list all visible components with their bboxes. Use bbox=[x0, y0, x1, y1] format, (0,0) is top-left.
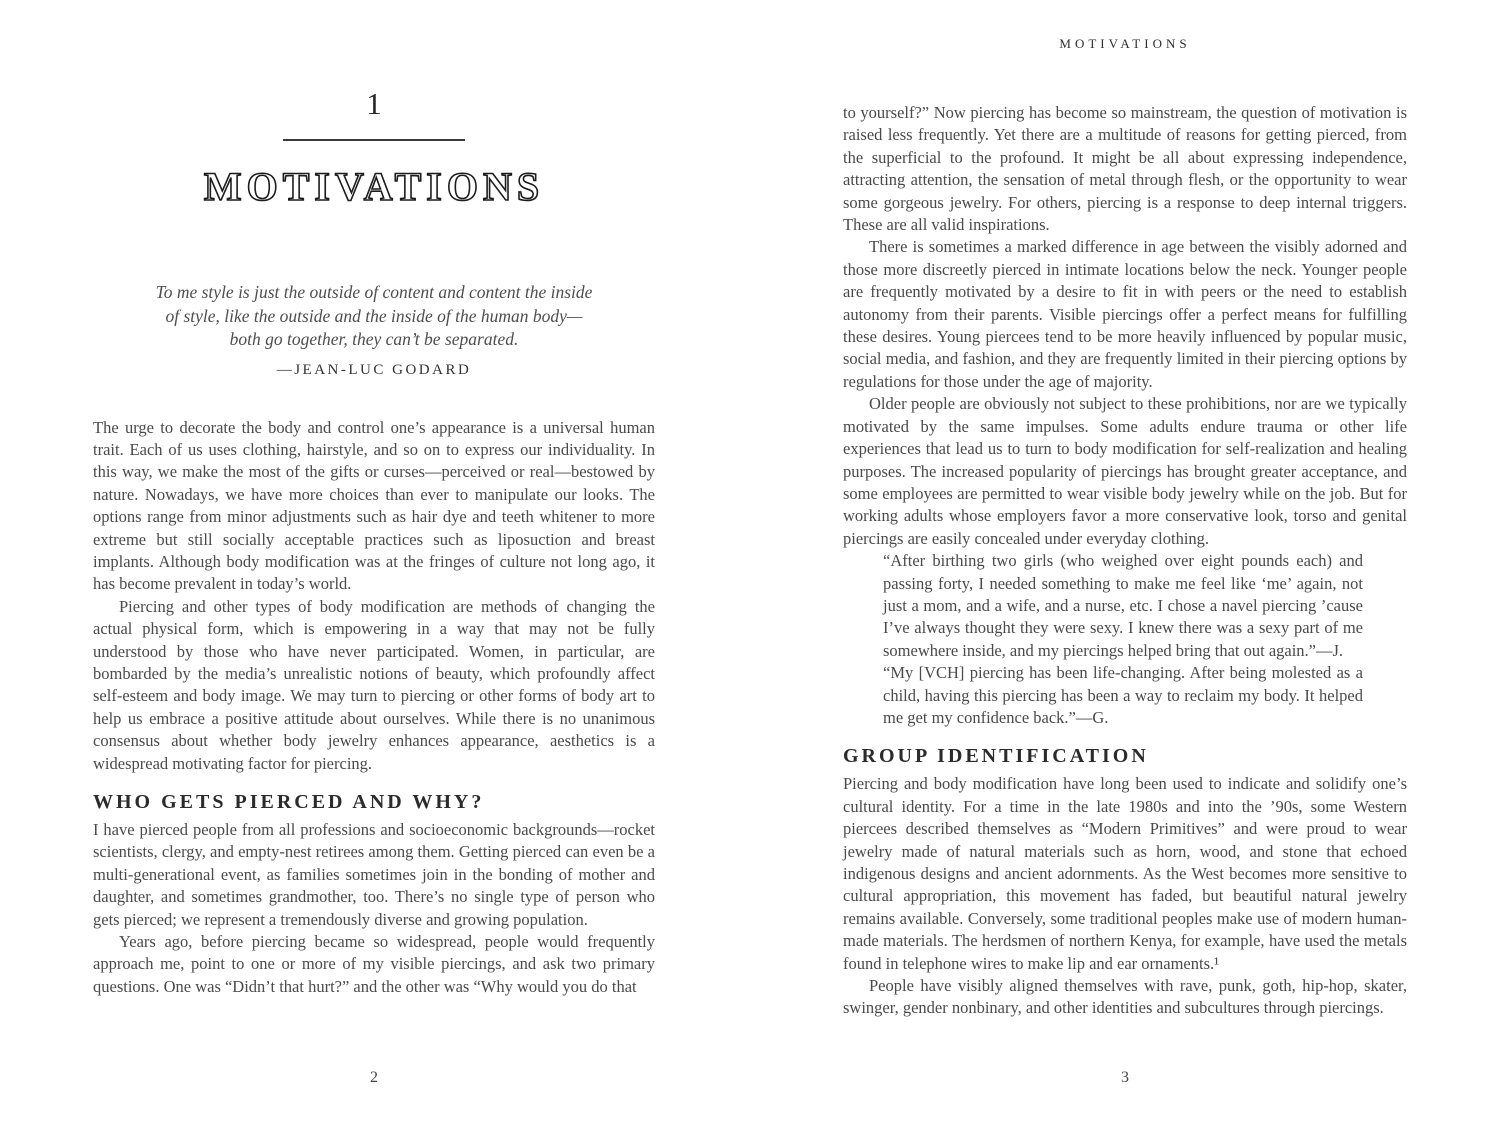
body-paragraph: Older people are obviously not subject to these prohibitions, nor are we typically motivated by the same impulses. Some adults endure trauma or other life experiences that lead us to turn to body modification for self-realization and healing purposes. The increased popularity of piercings has brought greater acceptance, and some employees are permitted to wear visible body jewelry while on the job. But for working adults whose employers favor a more conservative look, torso and genital piercings are easily concealed under everyday clothing. bbox=[843, 394, 1407, 548]
body-paragraph: Piercing and other types of body modification are methods of changing the actual physical form, which is empowering in a way that may not be fully understood by those who have never participated. Women, in particular, are bombarded by the media’s unrealistic notions of beauty, which profoundly affect self-esteem and body image. We may turn to piercing or other forms of body art to help us embrace a positive attitude about ourselves. While there is no unanimous consensus about whether body jewelry enhances appearance, aesthetics is a widespread motivating factor for piercing. bbox=[93, 596, 655, 773]
testimonial-quote: “After birthing two girls (who weighed over eight pounds each) and passing forty, I needed something to make me feel like ‘me’ again, not just a mom, and a wife, and a nurse, etc. I chose a navel piercing ’cause I’ve always thought they were sexy. I knew there was a sexy part of me somewhere inside, and my piercings helped bring that out again.”—J. bbox=[883, 551, 1363, 660]
page-number-left: 2 bbox=[370, 1069, 378, 1086]
page-right bbox=[843, 0, 1407, 1125]
epigraph bbox=[154, 281, 594, 379]
testimonial-quote: “My [VCH] piercing has been life-changing. After being molested as a child, having this piercing has been a way to reclaim my body. It helped me get my confidence back.”—G. bbox=[883, 663, 1363, 727]
page-number-right: 3 bbox=[1121, 1069, 1129, 1086]
page-left bbox=[93, 0, 655, 1125]
body-paragraph: Years ago, before piercing became so widespread, people would frequently approach me, point to one or more of my visible piercings, and ask two primary questions. One was “Didn’t that hurt?” and the other was “Why would you do that bbox=[93, 932, 655, 996]
body-paragraph: to yourself?” Now piercing has become so mainstream, the question of motivation is raised less frequently. Yet there are a multitude of reasons for getting pierced, from the superficial to the profound. It might be all about expressing independence, attracting attention, the sensation of metal through flesh, or the opportunity to wear some gorgeous jewelry. For others, piercing is a response to deep internal triggers. These are all valid inspirations. bbox=[843, 103, 1407, 235]
chapter-number: 1 bbox=[366, 86, 382, 121]
body-paragraph: Piercing and body modification have long been used to indicate and solidify one’s cultural identity. For a time in the late 1980s and into the ’90s, some Western piercees described themselves as “Modern Primitives” and were proud to wear jewelry made of natural materials such as horn, wood, and stone that echoed indigenous designs and ancient adornments. As the West becomes more sensitive to cultural appropriation, this movement has faded, but beautiful natural jewelry remains available. Conversely, some traditional peoples make use of modern human-made materials. The herdsmen of northern Kenya, for example, have used the metals found in telephone wires to make lip and ear ornaments.¹ bbox=[843, 774, 1407, 973]
chapter-title: MOTIVATIONS bbox=[203, 164, 545, 209]
chapter-rule-divider bbox=[283, 139, 465, 141]
epigraph-attribution: —JEAN-LUC GODARD bbox=[276, 361, 472, 378]
epigraph-text: To me style is just the outside of content and content the inside of style, like the outside and the inside of the human body—both go together, they can’t be separated. bbox=[155, 282, 593, 349]
testimonial-block bbox=[883, 550, 1363, 729]
body-paragraph: The urge to decorate the body and control one’s appearance is a universal human trait. Each of us uses clothing, hairstyle, and so on to express our individuality. In this way, we make the most of the gifts or curses—perceived or real—bestowed by nature. Nowadays, we have more choices than ever to manipulate our looks. The options range from minor adjustments such as hair dye and teeth whitener to more extreme but still socially acceptable practices such as liposuction and breast implants. Although body modification was at the fringes of culture not long ago, it has become prevalent in today’s world. bbox=[93, 417, 655, 594]
section-heading-group-identification: GROUP IDENTIFICATION bbox=[843, 745, 1149, 768]
body-paragraph: I have pierced people from all professions and socioeconomic backgrounds—rocket scientists, clergy, and empty-nest retirees among them. Getting pierced can even be a multi-generational event, as families sometimes join in the bonding of mother and daughter, and sometimes grandmother, too. There’s no single type of person who gets pierced; we represent a tremendously diverse and growing population. bbox=[93, 820, 655, 929]
body-paragraph: People have visibly aligned themselves with rave, punk, goth, hip-hop, skater, swinger, gender nonbinary, and other identities and subcultures through piercings. bbox=[843, 976, 1407, 1018]
body-paragraph: There is sometimes a marked difference in age between the visibly adorned and those more discreetly pierced in intimate locations below the neck. Younger people are frequently motivated by a desire to fit in with peers or the need to establish autonomy from their parents. Visible piercings offer a perfect means for fulfilling these desires. Young piercees tend to be more heavily influenced by popular music, social media, and fashion, and they are frequently limited in their piercing options by regulations for those under the age of majority. bbox=[843, 237, 1407, 391]
section-heading-who-gets-pierced: WHO GETS PIERCED AND WHY? bbox=[93, 791, 485, 813]
running-header: MOTIVATIONS bbox=[1059, 36, 1191, 51]
